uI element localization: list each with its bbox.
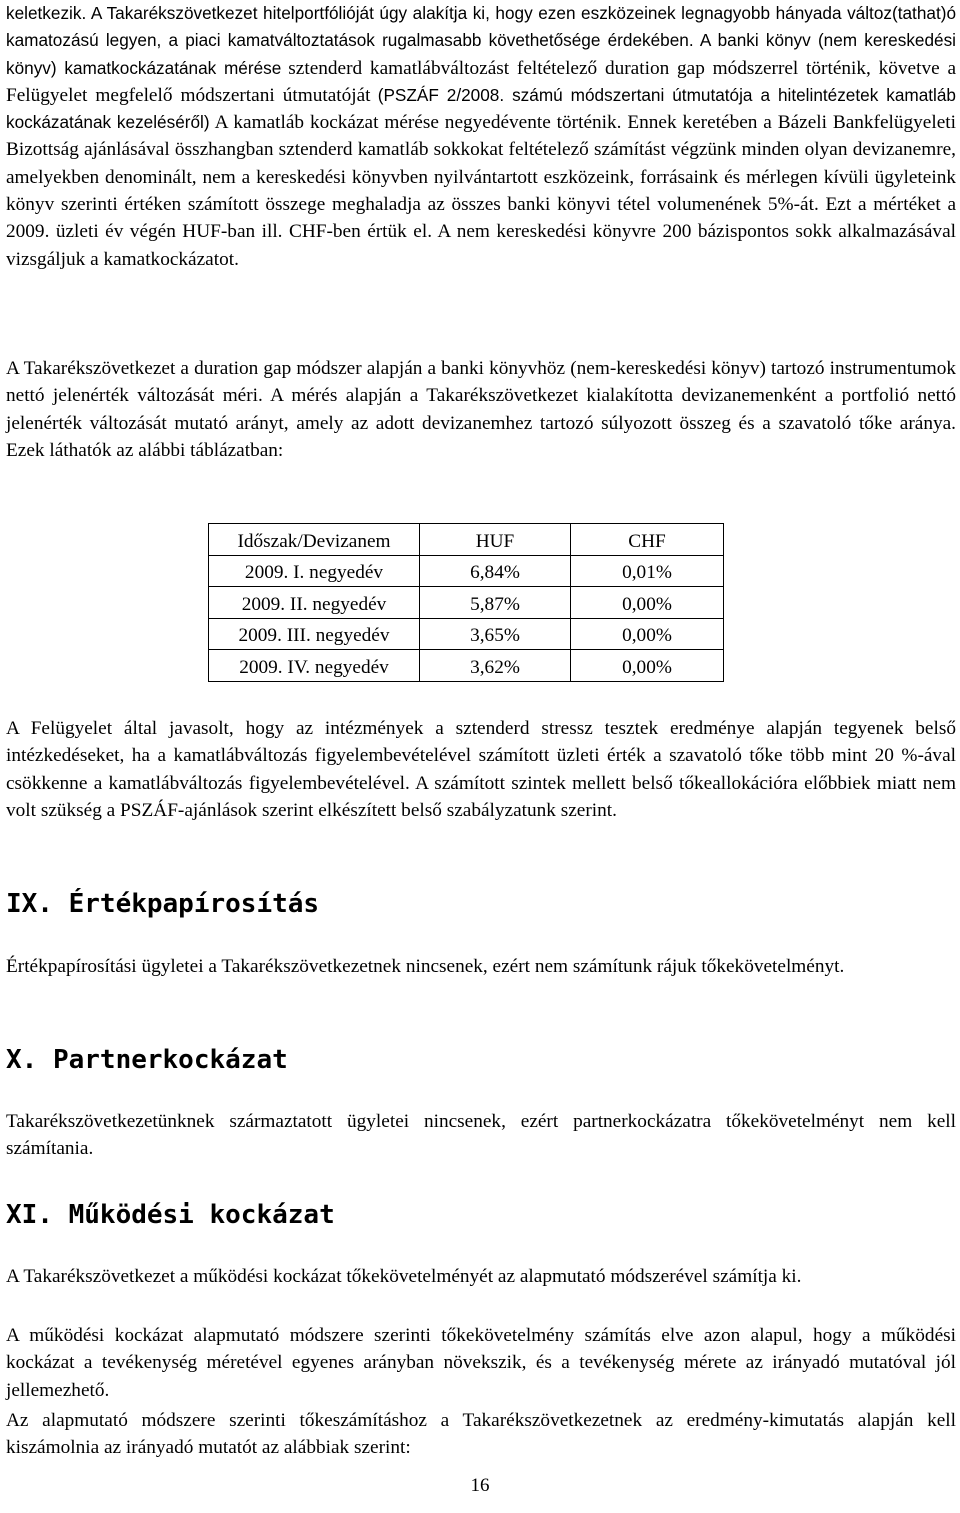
table-cell-period: 2009. I. negyedév <box>209 555 420 587</box>
table-cell-period: 2009. IV. negyedév <box>209 650 420 682</box>
intro-text-serif: sztenderd kamatlábváltozást feltételező duration gap módszerrel történik, követve a Felügyelet megfelelő módszertani útmutatóját <box>6 57 957 106</box>
table-header-cell: HUF <box>420 524 571 556</box>
table-header-cell: Időszak/Devizanem <box>209 524 420 556</box>
operational-risk-paragraph-3: Az alapmutató módszere szerinti tőkeszámításhoz a Takarékszövetkezetnek az eredmény-kimutatás alapján kell kiszámolnia az irányadó mutatót az alábbiak szerint: <box>6 1410 956 1459</box>
table-cell-period: 2009. II. negyedév <box>209 587 420 619</box>
operational-risk-paragraph-2: A működési kockázat alapmutató módszere szerinti tőkekövetelmény számítás elve azon alapul, hogy a működési kockázat a tevékenység méretével egyenes arányban növekszik, és a tevékenység mérete az irányadó mutatóval jól jellemezhető. <box>6 1325 956 1401</box>
duration-paragraph: A Takarékszövetkezet a duration gap módszer alapján a banki könyvhöz (nem-kereskedési könyv) tartozó instrumentumok nettó jelenérték változását méri. A mérés alapján a Takarékszövetkezet kialakította devizanemenként a portfolió nettó jelenérték változását mutató arányt, amely az adott devizanemhez tartozó súlyozott összeg és a szavatoló tőke aránya. Ezek láthatók az alábbi táblázatban: <box>6 358 956 461</box>
operational-risk-paragraph-1: A Takarékszövetkezet a működési kockázat tőkekövetelményét az alapmutató módszerével számítja ki. <box>6 1266 802 1287</box>
section-heading-counterparty: X. Partnerkockázat <box>6 1045 288 1075</box>
intro-text-measurement: A kamatláb kockázat mérése negyedévente történik. Ennek keretében a Bázeli Bankfelügyeleti Bizottság ajánlásával összhangban sztenderd kamatláb sokkokat feltételező számítást végzünk minden olyan devizanemre, amelyekben denominált, nem a kereskedési könyvben nyilvántartott eszközeink, forrásaink és mérlegen kívüli ügyleteink könyv szerinti értéken számított összege meghaladja az összes banki könyvi tétel volumenének 5%-át. Ezt a mértéket a 2009. üzleti év végén HUF-ban ill. CHF-ben értük el. A nem kereskedési könyvre 200 bázispontos sokk alkalmazásával vizsgáljuk a kamatkockázatot. <box>6 112 956 270</box>
section-heading-securitization: IX. Értékpapírosítás <box>6 889 320 919</box>
table-cell-huf: 3,65% <box>420 618 571 650</box>
stress-test-paragraph: A Felügyelet által javasolt, hogy az intézmények a sztenderd stressz tesztek eredménye alapján tegyenek belső intézkedéseket, ha a kamatlábváltozás figyelembevételével számított üzleti érték a szavatoló tőke több mint 20 %-ával csökkenne a kamatlábváltozás figyelembevételével. A számított szintek mellett belső tőkeallokációra előbbiek miatt nem volt szükség a PSZÁF-ajánlások szerint elkészített belső szabályzatunk szerint. <box>6 718 956 821</box>
table-row <box>209 618 724 650</box>
intro-text-reference: (PSZÁF 2/2008. számú módszertani útmutatója a hitelintézetek kamatláb kockázatának kezeléséről) <box>6 84 956 133</box>
table-row <box>209 587 724 619</box>
table-cell-chf: 0,00% <box>571 650 724 682</box>
section-heading-operational-risk: XI. Működési kockázat <box>6 1200 335 1230</box>
table-cell-huf: 6,84% <box>420 555 571 587</box>
table-cell-chf: 0,00% <box>571 618 724 650</box>
table-cell-huf: 5,87% <box>420 587 571 619</box>
counterparty-paragraph: Takarékszövetkezetünknek származtatott ügyletei nincsenek, ezért partnerkockázatra tőkekövetelményt nem kell számítania. <box>6 1111 956 1160</box>
intro-paragraph <box>6 0 956 273</box>
table-cell-period: 2009. III. negyedév <box>209 618 420 650</box>
page-number: 16 <box>470 1475 490 1496</box>
table-cell-huf: 3,62% <box>420 650 571 682</box>
table-cell-chf: 0,00% <box>571 587 724 619</box>
interest-rate-table <box>208 523 724 682</box>
securitization-paragraph: Értékpapírosítási ügyletei a Takarékszövetkezetnek nincsenek, ezért nem számítunk rájuk tőkekövetelményt. <box>6 956 845 977</box>
table-header-cell: CHF <box>571 524 724 556</box>
table-header-row <box>209 524 724 556</box>
table-cell-chf: 0,01% <box>571 555 724 587</box>
table-row <box>209 650 724 682</box>
table-row <box>209 555 724 587</box>
intro-text-sans: keletkezik. A Takarékszövetkezet hitelportfólióját úgy alakítja ki, hogy ezen eszközeinek legnagyobb hányada változ(tathat)ó kamatozású legyen, a piaci kamatváltoztatások rugalmasabb követhetősége érdekében. A banki könyv (nem kereskedési könyv) kamatkockázatának mérése <box>6 3 956 78</box>
